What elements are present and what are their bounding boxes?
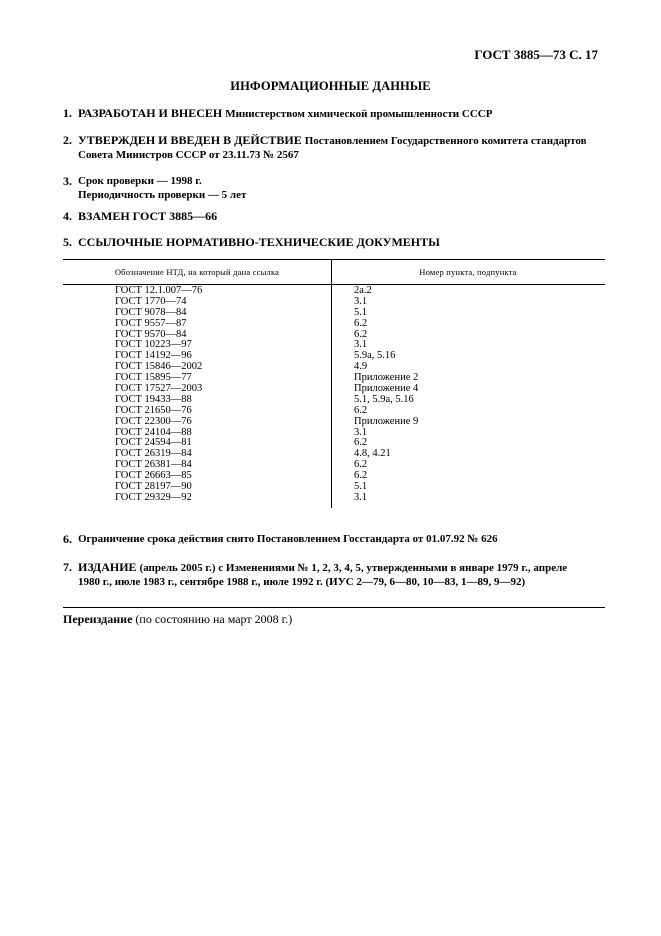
item-5-text: ССЫЛОЧНЫЕ НОРМАТИВНО-ТЕХНИЧЕСКИЕ ДОКУМЕНТЫ (78, 235, 440, 249)
item-4-number: 4. (63, 209, 72, 223)
row-paragraph: 6.2 (354, 404, 368, 416)
row-document: ГОСТ 28197—90 (115, 481, 192, 493)
row-document: ГОСТ 26663—85 (115, 470, 192, 482)
item-2-text: Постановлением Государственного комитета стандартов (304, 135, 587, 147)
row-document: ГОСТ 17527—2003 (115, 383, 203, 395)
item-5 (63, 235, 603, 249)
row-document: ГОСТ 1770—74 (115, 295, 187, 307)
table-header-paragraph: Номер пункта, подпункта (419, 267, 517, 277)
row-paragraph: 5.1 (354, 481, 368, 493)
item-3-line2: Периодичность проверки — 5 лет (78, 189, 247, 201)
item-1 (63, 106, 603, 121)
item-2-body (78, 133, 603, 162)
row-paragraph: 6.2 (354, 437, 368, 449)
section-title: ИНФОРМАЦИОННЫЕ ДАННЫЕ (230, 79, 431, 93)
row-document: ГОСТ 14192—96 (115, 350, 192, 362)
item-7-label: ИЗДАНИЕ (78, 560, 137, 574)
reprint-note (63, 612, 292, 627)
row-document: ГОСТ 19433—88 (115, 393, 192, 405)
item-6-number: 6. (63, 532, 72, 546)
row-document: ГОСТ 26319—84 (115, 448, 192, 460)
row-paragraph: 3.1 (354, 295, 368, 307)
row-document: ГОСТ 15895—77 (115, 372, 192, 384)
row-paragraph: 4.9 (354, 361, 368, 373)
item-1-label: РАЗРАБОТАН И ВНЕСЕН (78, 106, 223, 120)
row-document: ГОСТ 24104—88 (115, 426, 192, 438)
row-paragraph: 5.1, 5.9а, 5.16 (354, 393, 414, 405)
item-6-text: Ограничение срока действия снято Постановлением Госстандарта от 01.07.92 № 626 (78, 533, 498, 545)
row-paragraph: Приложение 9 (354, 415, 419, 427)
item-3-line1: Срок проверки — 1998 г. (78, 175, 202, 187)
row-document: ГОСТ 22300—76 (115, 415, 192, 427)
item-7-number: 7. (63, 560, 72, 574)
item-1-body (78, 106, 603, 121)
item-1-text: Министерством химической промышленности СССР (225, 108, 493, 120)
item-2 (63, 133, 603, 162)
item-3-number: 3. (63, 174, 72, 188)
row-paragraph: 2а.2 (354, 285, 372, 296)
item-2-label: УТВЕРЖДЕН И ВВЕДЕН В ДЕЙСТВИЕ (78, 133, 302, 147)
table-header-document: Обозначение НТД, на который дана ссылка (114, 267, 280, 277)
row-document: ГОСТ 9557—87 (115, 317, 187, 329)
item-4 (63, 209, 603, 223)
row-paragraph: Приложение 2 (354, 372, 419, 384)
item-3-body (78, 174, 603, 202)
row-document: ГОСТ 21650—76 (115, 404, 192, 416)
item-1-number: 1. (63, 106, 72, 120)
row-paragraph: 3.1 (354, 491, 368, 503)
row-document: ГОСТ 10223—97 (115, 339, 192, 351)
row-paragraph: 5.9а, 5.16 (354, 350, 396, 362)
row-document: ГОСТ 15846—2002 (115, 361, 203, 373)
table-row (63, 493, 605, 504)
row-paragraph: 4.8, 4.21 (354, 448, 391, 460)
item-2-text-line2: Совета Министров СССР от 23.11.73 № 2567 (78, 149, 299, 161)
row-document: ГОСТ 12.1.007—76 (115, 285, 203, 296)
item-2-number: 2. (63, 133, 72, 147)
reprint-text: (по состоянию на март 2008 г.) (135, 612, 293, 626)
table-row (63, 417, 605, 428)
item-5-number: 5. (63, 235, 72, 249)
item-7-line2: 1980 г., июле 1983 г., сентябре 1988 г., июле 1992 г. (ИУС 2—79, 6—80, 10—83, 1—89, 9—92) (78, 576, 526, 588)
row-document: ГОСТ 9078—84 (115, 306, 187, 318)
row-paragraph: 5.1 (354, 306, 368, 318)
reprint-label: Переиздание (63, 612, 133, 626)
item-3 (63, 174, 603, 202)
row-document: ГОСТ 29329—92 (115, 491, 192, 503)
row-paragraph: 3.1 (354, 426, 368, 438)
page-header: ГОСТ 3885—73 С. 17 (474, 47, 598, 62)
reference-documents-table (63, 259, 605, 504)
row-paragraph: Приложение 4 (354, 383, 419, 395)
row-paragraph: 6.2 (354, 459, 368, 471)
row-paragraph: 6.2 (354, 328, 368, 340)
table-body (63, 285, 605, 504)
item-4-text: ВЗАМЕН ГОСТ 3885—66 (78, 209, 218, 223)
row-document: ГОСТ 24594—81 (115, 437, 192, 449)
row-paragraph: 6.2 (354, 317, 368, 329)
item-7 (63, 560, 603, 589)
item-7-body (78, 560, 603, 589)
row-document: ГОСТ 9570—84 (115, 328, 187, 340)
item-7-line1: (апрель 2005 г.) с Изменениями № 1, 2, 3, 4, 5, утвержденными в январе 1979 г., апреле (139, 562, 568, 574)
table-row (63, 319, 605, 330)
row-document: ГОСТ 26381—84 (115, 459, 192, 471)
item-6 (63, 532, 603, 546)
table-header-row (63, 260, 605, 285)
row-paragraph: 3.1 (354, 339, 368, 351)
bottom-rule (63, 607, 605, 608)
row-paragraph: 6.2 (354, 470, 368, 482)
